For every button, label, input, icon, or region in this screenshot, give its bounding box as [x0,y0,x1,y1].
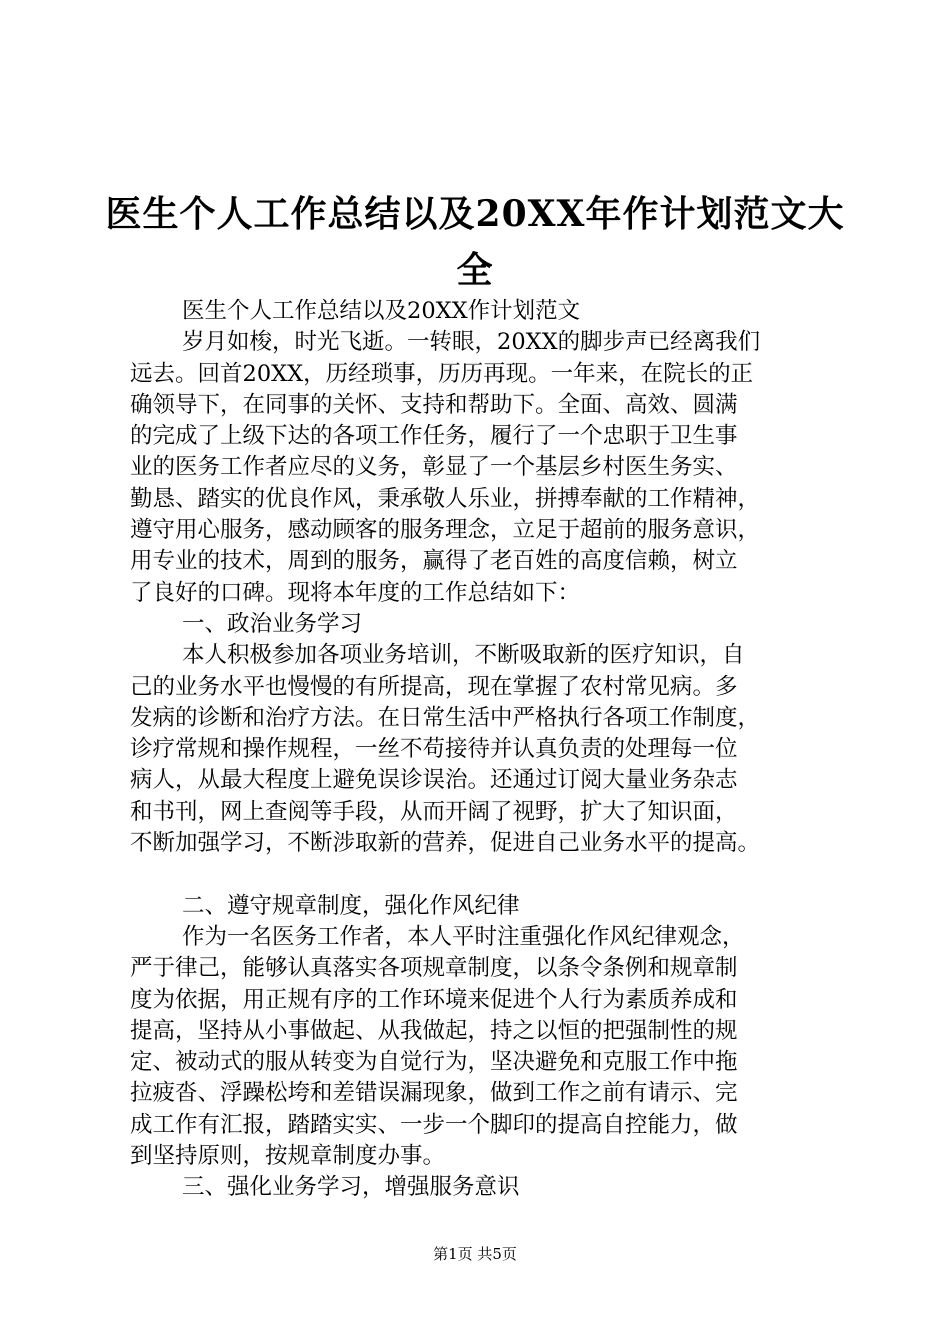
text-line: 了良好的口碑。现将本年度的工作总结如下： [130,579,581,606]
text-line: 作为一名医务工作者，本人平时注重强化作风纪律观念， [182,923,745,950]
text-line: 本人积极参加各项业务培训，不断吸取新的医疗知识，自 [182,642,745,669]
text-line: 远去。回首20XX，历经琐事，历历再现。一年来，在院长的正 [130,360,754,387]
blank-line [130,859,845,890]
text-line: 和书刊，网上查阅等手段，从而开阔了视野，扩大了知识面， [130,798,738,825]
text-line: 的完成了上级下达的各项工作任务，履行了一个忠职于卫生事 [130,423,738,450]
text-line: 诊疗常规和操作规程，一丝不苟接待并认真负责的处理每一位 [130,736,738,763]
text-line: 三、强化业务学习，增强服务意识 [182,1174,520,1201]
text-line: 确领导下，在同事的关怀、支持和帮助下。全面、高效、圆满 [130,391,738,418]
text-line: 不断加强学习，不断涉取新的营养，促进自己业务水平的提高。 [130,830,761,857]
text-line: 提高，坚持从小事做起、从我做起，持之以恒的把强制性的规 [130,1017,738,1044]
text-line: 严于律己，能够认真落实各项规章制度，以条令条例和规章制 [130,955,738,982]
text-line: 二、遵守规章制度，强化作风纪律 [182,892,520,919]
document-body [130,296,845,1204]
text-line: 遵守用心服务，感动顾客的服务理念，立足于超前的服务意识， [130,517,761,544]
text-line: 发病的诊断和治疗方法。在日常生活中严格执行各项工作制度， [130,704,761,731]
title-line-2: 全 [456,249,494,291]
text-line: 病人，从最大程度上避免误诊误治。还通过订阅大量业务杂志 [130,767,738,794]
page-footer: 第1页 共5页 [433,1245,517,1263]
text-line: 定、被动式的服从转变为自觉行为，坚决避免和克服工作中拖 [130,1049,738,1076]
text-line: 己的业务水平也慢慢的有所提高，现在掌握了农村常见病。多 [130,673,738,700]
text-line: 一、政治业务学习 [182,610,363,637]
text-line: 度为依据，用正规有序的工作环境来促进个人行为素质养成和 [130,986,738,1013]
text-line: 业的医务工作者应尽的义务，彰显了一个基层乡村医生务实、 [130,454,738,481]
text-line: 到坚持原则，按规章制度办事。 [130,1143,446,1170]
text-line: 用专业的技术，周到的服务，赢得了老百姓的高度信赖，树立 [130,548,738,575]
title-line-1: 医生个人工作总结以及20XX年作计划范文大 [105,193,845,235]
text-line: 成工作有汇报，踏踏实实、一步一个脚印的提高自控能力，做 [130,1111,738,1138]
text-line: 勤恳、踏实的优良作风，秉承敬人乐业，拼搏奉献的工作精神， [130,485,761,512]
text-line: 医生个人工作总结以及20XX作计划范文 [182,298,581,324]
document-title [100,186,850,298]
text-line: 岁月如梭，时光飞逝。一转眼，20XX的脚步声已经离我们 [182,329,761,356]
text-line: 拉疲沓、浮躁松垮和差错误漏现象，做到工作之前有请示、完 [130,1080,738,1107]
